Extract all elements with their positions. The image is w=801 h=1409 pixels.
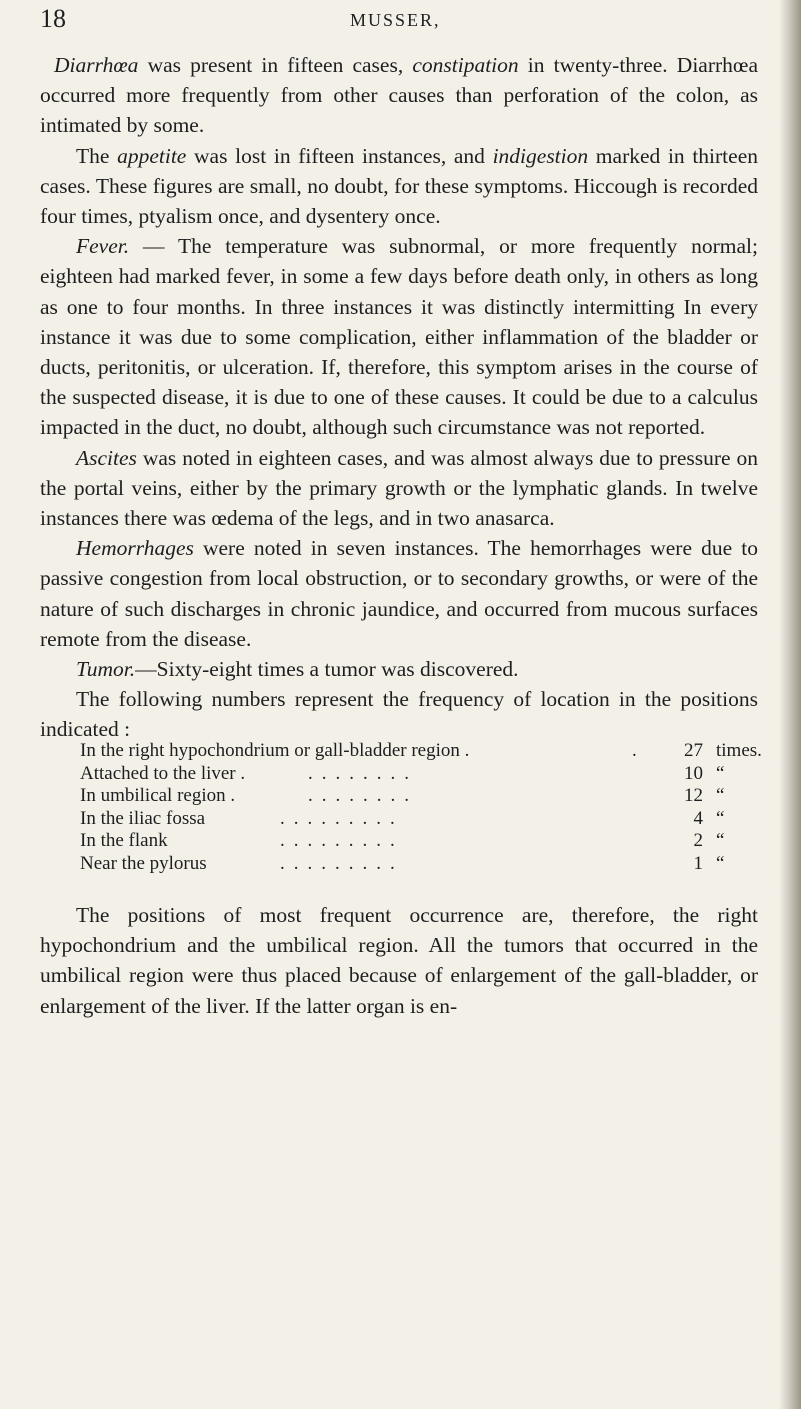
paragraph-tumor [40, 654, 758, 684]
row-count: 1 [693, 852, 703, 874]
row-label: Attached to the liver . [80, 762, 246, 784]
term-diarrhoea: Diarrhœa [54, 53, 139, 77]
row-count: 4 [693, 807, 703, 829]
leader-dots: ......... [280, 807, 404, 829]
text-span: The [76, 143, 118, 168]
term-constipation: constipation [412, 53, 519, 77]
text-span: marked in thirteen cases. These figures are small, no doubt, for these symptoms. Hiccough is recorded four times, ptyalism once, and dysentery once. [40, 143, 758, 229]
page-header [40, 4, 740, 44]
leader-dots: ........ [308, 762, 418, 784]
leader-dots: ........ [308, 785, 418, 806]
text-span: was noted in eighteen cases, and was almost always due to pressure on the portal veins, either by the primary growth or the lymphatic glands. In twelve instances there was œdema of the legs, and in two anasarca. [40, 445, 758, 531]
leader-dots: ......... [280, 852, 404, 874]
row-count: 12 [684, 785, 703, 806]
paragraph-fever [40, 231, 758, 442]
term-hemorrhages: Hemorrhages [76, 536, 194, 561]
row-unit: “ [716, 785, 725, 806]
paragraph-diarrhoea [40, 50, 758, 141]
row-unit: “ [716, 762, 725, 784]
table-row [80, 785, 780, 808]
leader-dots: . [632, 740, 646, 761]
term-fever: Fever. [76, 234, 130, 259]
term-indigestion: indigestion [492, 143, 589, 168]
row-unit: times. [716, 740, 762, 761]
paragraph-ascites [40, 443, 758, 534]
text-span: in twenty-three. Diarrhœa occurred more frequently from other causes than perforation of the colon, as intimated by some. [40, 53, 758, 138]
table-row [80, 830, 780, 853]
paragraph-appetite [40, 141, 758, 232]
table-row [80, 763, 780, 786]
row-label: Near the pylorus [80, 852, 207, 874]
term-tumor: Tumor. [76, 657, 136, 682]
location-table [80, 740, 780, 875]
row-count: 2 [693, 830, 703, 851]
body-text [40, 50, 758, 745]
text-span: was present in fifteen cases, [138, 53, 413, 77]
table-row [80, 808, 780, 831]
paragraph-hemorrhages [40, 533, 758, 654]
row-unit: “ [716, 807, 725, 829]
term-ascites: Ascites [76, 445, 137, 470]
table-row [80, 740, 780, 763]
row-label: In umbilical region . [80, 785, 236, 806]
row-count: 10 [684, 762, 703, 784]
row-label: In the iliac fossa [80, 807, 206, 829]
row-label: In the right hypochondrium or gall-bladder region . [80, 740, 470, 761]
leader-dots: ......... [280, 830, 404, 851]
row-label: In the flank [80, 830, 168, 851]
page-number: 18 [40, 4, 66, 33]
row-unit: “ [716, 830, 725, 851]
paragraph-positions: The positions of most frequent occurrence are, therefore, the right hypochondrium and the umbilical region. All the tumors that occurred in the umbilical region were thus placed because of enlargement of the gall-bladder, or enlargement of the liver. If the latter organ is en- [40, 903, 758, 1018]
table-row [80, 853, 780, 876]
text-span: — The temperature was subnormal, or more frequently normal; eighteen had marked fever, in some a few days before death only, in others as long as one to four months. In three instances it was distinctly intermitting In every instance it was due to some complication, either inflammation of the bladder or ducts, peritonitis, or ulceration. If, therefore, this symptom arises in the course of the suspected disease, it is due to one of these causes. It could be due to a calculus impacted in the duct, no doubt, although such circumstance was not reported. [40, 234, 758, 440]
running-head: MUSSER, [350, 10, 441, 30]
text-span: were noted in seven instances. The hemorrhages were due to passive congestion from local obstruction, or to secondary growths, or were of the nature of such discharges in chronic jaundice, and occurred from mucous surfaces remote from the disease. [40, 536, 758, 651]
paragraph-following-numbers: The following numbers represent the frequency of location in the positions indicated : [40, 687, 758, 742]
body-text-continued [40, 900, 758, 1021]
row-unit: “ [716, 852, 725, 874]
term-appetite: appetite [117, 143, 187, 168]
text-span: —Sixty-eight times a tumor was discovered. [135, 657, 519, 682]
text-span: was lost in fifteen instances, and [186, 143, 493, 168]
page-edge-shadow [779, 0, 801, 1409]
row-count: 27 [684, 740, 703, 761]
